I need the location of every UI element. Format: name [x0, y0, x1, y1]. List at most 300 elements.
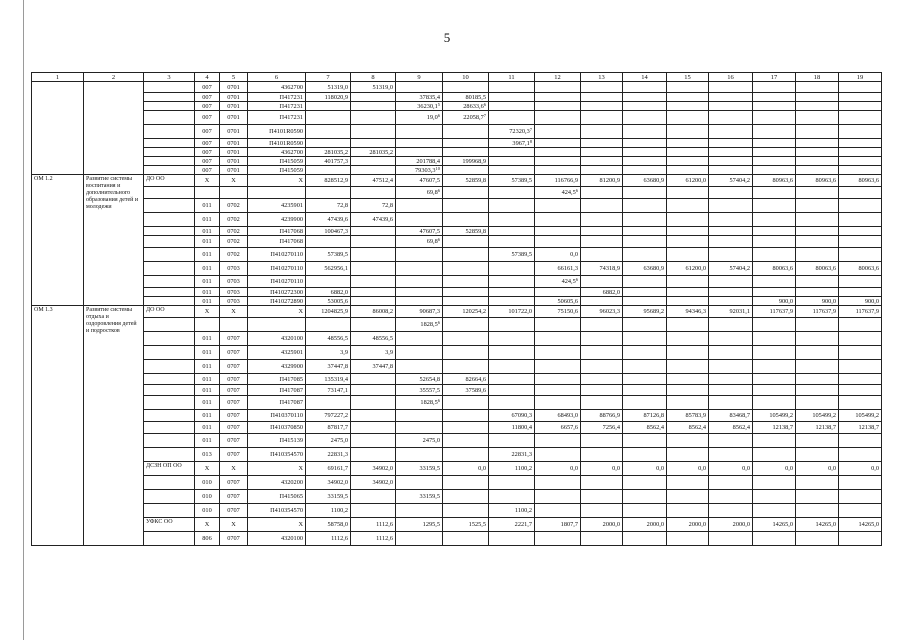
cell-col-16 [709, 199, 753, 213]
cell-col-5: 0701 [220, 139, 248, 148]
cell-col-9 [396, 139, 443, 148]
cell-col-8 [351, 318, 396, 332]
cell-col-5: 0707 [220, 374, 248, 385]
cell-col-5: 0703 [220, 288, 248, 297]
cell-col-17 [753, 490, 796, 504]
cell-col-11 [489, 102, 535, 111]
cell-col-18 [796, 396, 839, 410]
cell-col-17: 117637,9 [753, 306, 796, 318]
cell-col-10 [443, 236, 489, 248]
cell-col-12: 0,0 [535, 248, 581, 262]
table-row [32, 102, 882, 111]
cell-col-12: 66161,3 [535, 262, 581, 276]
cell-col-15 [667, 288, 709, 297]
cell-col-11 [489, 332, 535, 346]
cell-col-5: 0702 [220, 248, 248, 262]
cell-col-3 [144, 288, 195, 297]
cell-col-5: 0707 [220, 448, 248, 462]
header-cell-14: 14 [623, 73, 667, 82]
cell-col-4 [195, 187, 220, 199]
footnote-mark: 8 [529, 138, 532, 144]
cell-col-17: 12138,7 [753, 422, 796, 434]
cell-col-3 [144, 318, 195, 332]
cell-col-9 [396, 276, 443, 288]
cell-col-11 [489, 148, 535, 157]
cell-col-11 [489, 396, 535, 410]
cell-col-13 [581, 332, 623, 346]
cell-col-10 [443, 139, 489, 148]
cell-col-11 [489, 532, 535, 546]
cell-col-5: Х [220, 175, 248, 187]
cell-col-16: 83468,7 [709, 410, 753, 422]
footnote-mark: 6 [437, 188, 440, 193]
cell-col-14 [623, 125, 667, 139]
cell-col-4: 007 [195, 148, 220, 157]
footnote-mark: 6 [437, 237, 440, 242]
cell-col-9: 1828,5$^6$ [396, 318, 443, 332]
cell-col-12 [535, 199, 581, 213]
cell-col-5: Х [220, 306, 248, 318]
cell-col-9 [396, 476, 443, 490]
cell-col-7: 58758,0 [306, 518, 351, 532]
cell-col-12 [535, 166, 581, 175]
table-row [32, 227, 882, 236]
cell-col-14: 63680,9 [623, 262, 667, 276]
cell-col-16 [709, 82, 753, 93]
cell-col-6: 4325901 [248, 346, 306, 360]
cell-col-7: 281035,2 [306, 148, 351, 157]
cell-col-17 [753, 227, 796, 236]
footnote-mark: 6 [437, 398, 440, 403]
page-number: 5 [443, 30, 451, 45]
cell-col-8: 47512,4 [351, 175, 396, 187]
table-row [32, 148, 882, 157]
cell-col-3 [144, 276, 195, 288]
cell-col-12 [535, 332, 581, 346]
cell-col-18: 117637,9 [796, 306, 839, 318]
cell-col-6: П417231 [248, 102, 306, 111]
cell-col-7: 53005,6 [306, 297, 351, 306]
cell-col-10 [443, 360, 489, 374]
cell-col-11: 1100,2 [489, 504, 535, 518]
cell-col-9 [396, 504, 443, 518]
cell-col-6: П417068 [248, 236, 306, 248]
cell-col-12 [535, 82, 581, 93]
cell-col-10 [443, 166, 489, 175]
cell-col-4: 011 [195, 276, 220, 288]
program-code-cell: ОМ 1.2 [32, 175, 84, 306]
cell-col-8 [351, 111, 396, 125]
header-cell-13: 13 [581, 73, 623, 82]
cell-col-14 [623, 157, 667, 166]
cell-col-15 [667, 297, 709, 306]
cell-col-15 [667, 248, 709, 262]
cell-col-5: 0707 [220, 434, 248, 448]
cell-col-13 [581, 297, 623, 306]
header-cell-18: 18 [796, 73, 839, 82]
cell-col-6: Х [248, 462, 306, 476]
cell-col-9 [396, 213, 443, 227]
cell-col-13 [581, 111, 623, 125]
cell-col-4: 007 [195, 111, 220, 125]
cell-col-8 [351, 93, 396, 102]
cell-col-3: ДО ОО [144, 306, 195, 318]
cell-col-16 [709, 213, 753, 227]
cell-col-19 [839, 385, 882, 396]
cell-col-16 [709, 125, 753, 139]
cell-col-3 [144, 236, 195, 248]
cell-col-10 [443, 396, 489, 410]
cell-col-8: 34902,0 [351, 476, 396, 490]
header-cell-2: 2 [84, 73, 144, 82]
cell-col-6: Х [248, 518, 306, 532]
cell-col-10 [443, 346, 489, 360]
cell-col-12 [535, 374, 581, 385]
cell-col-16 [709, 434, 753, 448]
cell-col-19 [839, 360, 882, 374]
cell-col-13 [581, 187, 623, 199]
cell-col-15 [667, 448, 709, 462]
cell-col-10: 82664,6 [443, 374, 489, 385]
cell-col-19 [839, 396, 882, 410]
cell-col-7: 3,9 [306, 346, 351, 360]
cell-col-14 [623, 448, 667, 462]
cell-col-12 [535, 434, 581, 448]
cell-col-10 [443, 448, 489, 462]
cell-col-9: 35557,5 [396, 385, 443, 396]
cell-col-17 [753, 157, 796, 166]
cell-col-13 [581, 448, 623, 462]
cell-col-12: 0,0 [535, 462, 581, 476]
header-cell-19: 19 [839, 73, 882, 82]
cell-col-18 [796, 111, 839, 125]
cell-col-12 [535, 490, 581, 504]
cell-col-11 [489, 385, 535, 396]
cell-col-3 [144, 374, 195, 385]
cell-col-6: П4101R0590 [248, 139, 306, 148]
cell-col-15 [667, 157, 709, 166]
cell-col-12 [535, 93, 581, 102]
cell-col-15 [667, 139, 709, 148]
footnote-mark: 6 [575, 188, 578, 193]
cell-col-8 [351, 374, 396, 385]
cell-col-6: 4362700 [248, 82, 306, 93]
cell-col-17 [753, 448, 796, 462]
table-row [32, 276, 882, 288]
cell-col-3 [144, 434, 195, 448]
cell-col-10 [443, 125, 489, 139]
cell-col-19 [839, 248, 882, 262]
cell-col-11: 3967,1$^8$ [489, 139, 535, 148]
cell-col-14 [623, 396, 667, 410]
cell-col-17 [753, 385, 796, 396]
cell-col-19: 900,0 [839, 297, 882, 306]
cell-col-12 [535, 148, 581, 157]
table-row [32, 410, 882, 422]
cell-col-16 [709, 318, 753, 332]
cell-col-8 [351, 434, 396, 448]
cell-col-13 [581, 248, 623, 262]
table-row [32, 385, 882, 396]
page-frame-line [23, 0, 24, 640]
cell-col-13 [581, 93, 623, 102]
table-row [32, 396, 882, 410]
cell-col-14: 2000,0 [623, 518, 667, 532]
table-row [32, 518, 882, 532]
cell-col-10 [443, 187, 489, 199]
cell-col-8: 86008,2 [351, 306, 396, 318]
cell-col-7: 2475,0 [306, 434, 351, 448]
cell-col-14 [623, 82, 667, 93]
cell-col-5: 0702 [220, 213, 248, 227]
cell-col-10: 37589,6 [443, 385, 489, 396]
cell-col-4: 011 [195, 332, 220, 346]
cell-col-7: 1100,2 [306, 504, 351, 518]
table-row [32, 288, 882, 297]
cell-col-15 [667, 82, 709, 93]
budget-table [31, 72, 882, 546]
cell-col-8 [351, 490, 396, 504]
header-cell-11: 11 [489, 73, 535, 82]
cell-col-8 [351, 262, 396, 276]
cell-col-8 [351, 385, 396, 396]
cell-col-9: 36230,1$^5$ [396, 102, 443, 111]
cell-col-18 [796, 346, 839, 360]
cell-col-18 [796, 213, 839, 227]
cell-col-14 [623, 248, 667, 262]
cell-col-17 [753, 148, 796, 157]
cell-col-18 [796, 125, 839, 139]
cell-col-17 [753, 504, 796, 518]
cell-col-3: ДСЗН ОП ОО [144, 462, 195, 476]
cell-col-14 [623, 199, 667, 213]
cell-col-15 [667, 374, 709, 385]
cell-col-17 [753, 346, 796, 360]
cell-col-4: 011 [195, 434, 220, 448]
cell-col-4: 011 [195, 360, 220, 374]
cell-col-15 [667, 125, 709, 139]
cell-col-4 [195, 318, 220, 332]
cell-col-16: 57404,2 [709, 175, 753, 187]
cell-col-7: 401757,3 [306, 157, 351, 166]
cell-col-13: 6882,0 [581, 288, 623, 297]
cell-col-19 [839, 93, 882, 102]
table-row [32, 318, 882, 332]
cell-col-9: 47607,5 [396, 175, 443, 187]
cell-col-11 [489, 262, 535, 276]
cell-col-3 [144, 448, 195, 462]
cell-col-16 [709, 111, 753, 125]
table-row [32, 82, 882, 93]
cell-col-16 [709, 396, 753, 410]
cell-col-7: 100467,3 [306, 227, 351, 236]
cell-col-5: 0707 [220, 410, 248, 422]
cell-col-5: 0701 [220, 148, 248, 157]
cell-col-9: 33159,5 [396, 462, 443, 476]
cell-col-11: 57389,5 [489, 175, 535, 187]
program-name-cell: Развитие системы воспитания и дополнительного образования детей и молодежи [84, 175, 144, 306]
cell-col-18 [796, 139, 839, 148]
table-row [32, 434, 882, 448]
cell-col-12 [535, 102, 581, 111]
cell-col-8 [351, 236, 396, 248]
cell-col-10 [443, 434, 489, 448]
cell-col-8 [351, 288, 396, 297]
cell-col-4: Х [195, 462, 220, 476]
cell-col-11: 67090,3 [489, 410, 535, 422]
cell-col-3 [144, 262, 195, 276]
cell-col-11 [489, 213, 535, 227]
table-row [32, 422, 882, 434]
cell-col-15: 2000,0 [667, 518, 709, 532]
header-cell-7: 7 [306, 73, 351, 82]
cell-col-5: 0707 [220, 346, 248, 360]
cell-col-18 [796, 318, 839, 332]
cell-col-8 [351, 410, 396, 422]
cell-col-19 [839, 213, 882, 227]
cell-col-9: 69,8$^6$ [396, 236, 443, 248]
cell-col-12 [535, 139, 581, 148]
cell-col-13: 81200,9 [581, 175, 623, 187]
table-row [32, 139, 882, 148]
cell-col-4: 007 [195, 125, 220, 139]
table-row [32, 360, 882, 374]
cell-col-18 [796, 360, 839, 374]
cell-col-15 [667, 504, 709, 518]
cell-col-17 [753, 102, 796, 111]
cell-col-10: 120254,2 [443, 306, 489, 318]
cell-col-9: 79303,3$^{10}$ [396, 166, 443, 175]
cell-col-13 [581, 360, 623, 374]
cell-col-4: Х [195, 518, 220, 532]
cell-col-13 [581, 374, 623, 385]
cell-col-7 [306, 111, 351, 125]
table-row [32, 175, 882, 187]
table-row [32, 306, 882, 318]
cell-col-17: 80963,6 [753, 175, 796, 187]
cell-col-9 [396, 422, 443, 434]
cell-col-16 [709, 504, 753, 518]
cell-col-4: 010 [195, 504, 220, 518]
cell-col-13: 7256,4 [581, 422, 623, 434]
cell-col-7: 562956,1 [306, 262, 351, 276]
cell-col-9 [396, 346, 443, 360]
cell-col-8 [351, 125, 396, 139]
footnote-mark: 6 [437, 113, 440, 118]
cell-col-6: П410354570 [248, 448, 306, 462]
cell-col-5: 0701 [220, 93, 248, 102]
cell-col-3 [144, 139, 195, 148]
cell-col-16 [709, 227, 753, 236]
cell-col-19 [839, 157, 882, 166]
cell-col-9: 69,8$^6$ [396, 187, 443, 199]
cell-col-13 [581, 166, 623, 175]
cell-col-6: П417231 [248, 111, 306, 125]
cell-col-17 [753, 276, 796, 288]
cell-col-5: 0707 [220, 532, 248, 546]
cell-col-5 [220, 187, 248, 199]
cell-col-4: 011 [195, 374, 220, 385]
cell-col-3 [144, 148, 195, 157]
cell-col-16 [709, 276, 753, 288]
cell-col-14 [623, 102, 667, 111]
cell-col-7: 135319,4 [306, 374, 351, 385]
cell-col-15: 94346,3 [667, 306, 709, 318]
cell-col-18: 12138,7 [796, 422, 839, 434]
cell-col-4: 011 [195, 396, 220, 410]
cell-col-7: 828512,9 [306, 175, 351, 187]
cell-col-4: 011 [195, 346, 220, 360]
cell-col-4: 007 [195, 102, 220, 111]
cell-col-6: П410270110 [248, 276, 306, 288]
cell-col-4: 011 [195, 422, 220, 434]
cell-col-17 [753, 360, 796, 374]
cell-col-5: 0707 [220, 385, 248, 396]
cell-col-6: П417085 [248, 374, 306, 385]
cell-col-14 [623, 213, 667, 227]
cell-col-12: 116766,9 [535, 175, 581, 187]
cell-col-9: 1295,5 [396, 518, 443, 532]
cell-col-15 [667, 532, 709, 546]
table-row [32, 111, 882, 125]
cell-col-12 [535, 157, 581, 166]
cell-col-16 [709, 248, 753, 262]
cell-col-4: Х [195, 175, 220, 187]
cell-col-15 [667, 346, 709, 360]
cell-col-9 [396, 199, 443, 213]
cell-col-16 [709, 490, 753, 504]
cell-col-17: 900,0 [753, 297, 796, 306]
cell-col-3 [144, 166, 195, 175]
cell-col-5: 0702 [220, 199, 248, 213]
cell-col-17: 0,0 [753, 462, 796, 476]
budget-table-wrapper [31, 72, 882, 546]
cell-col-12: 75150,6 [535, 306, 581, 318]
cell-col-5: 0707 [220, 396, 248, 410]
cell-col-6: П410270110 [248, 262, 306, 276]
cell-col-19: 14265,0 [839, 518, 882, 532]
cell-col-8 [351, 157, 396, 166]
header-cell-6: 6 [248, 73, 306, 82]
cell-col-5: 0703 [220, 276, 248, 288]
cell-col-9: 1828,5$^6$ [396, 396, 443, 410]
cell-col-15 [667, 318, 709, 332]
cell-col-14 [623, 166, 667, 175]
cell-col-10 [443, 199, 489, 213]
header-cell-5: 5 [220, 73, 248, 82]
cell-col-7: 1112,6 [306, 532, 351, 546]
cell-col-13 [581, 385, 623, 396]
cell-col-17 [753, 532, 796, 546]
cell-col-17 [753, 476, 796, 490]
cell-col-10: 1525,5 [443, 518, 489, 532]
cell-col-16: 8562,4 [709, 422, 753, 434]
cell-col-17: 14265,0 [753, 518, 796, 532]
cell-col-16 [709, 148, 753, 157]
cell-col-4: 010 [195, 476, 220, 490]
cell-col-15 [667, 213, 709, 227]
cell-col-11 [489, 111, 535, 125]
cell-col-19 [839, 490, 882, 504]
cell-col-12 [535, 346, 581, 360]
cell-col-16 [709, 360, 753, 374]
cell-col-10 [443, 422, 489, 434]
cell-col-15 [667, 276, 709, 288]
cell-col-15: 85783,9 [667, 410, 709, 422]
cell-col-17 [753, 199, 796, 213]
cell-col-10 [443, 332, 489, 346]
cell-col-12 [535, 125, 581, 139]
